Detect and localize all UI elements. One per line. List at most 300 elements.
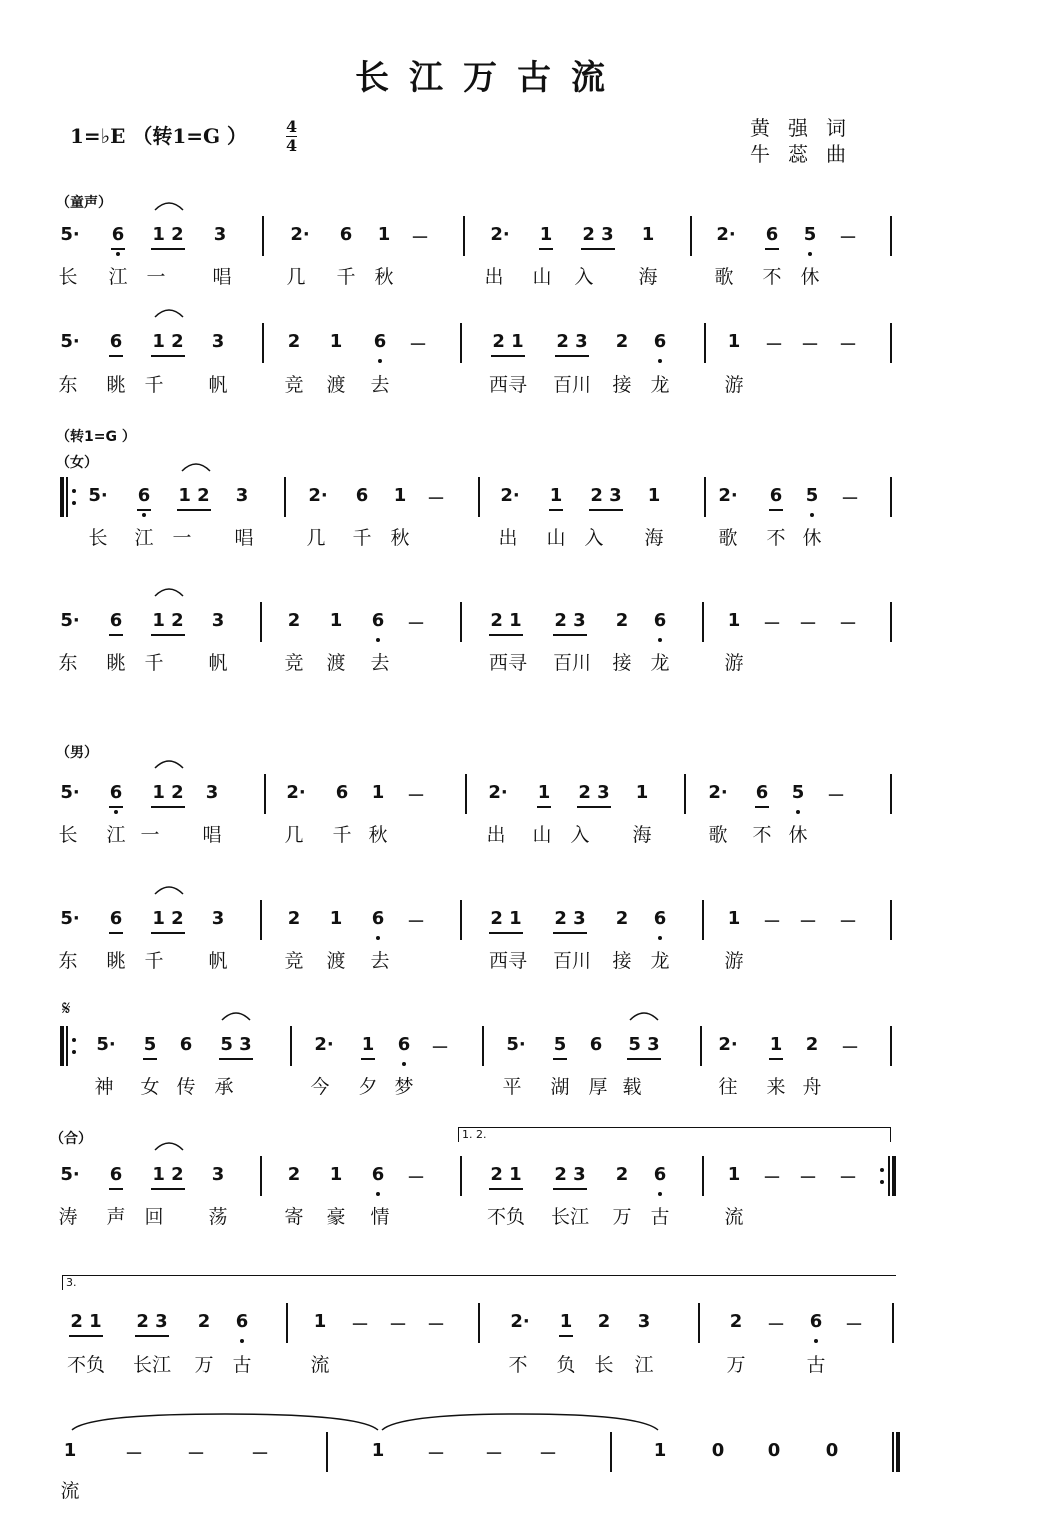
lyric-syllable: 接 <box>612 374 632 396</box>
jianpu-note: 5· <box>60 610 80 631</box>
jianpu-note: 6 <box>109 1164 123 1185</box>
jianpu-note: － <box>389 1315 407 1336</box>
jianpu-note: 5· <box>60 908 80 929</box>
jianpu-note: 2 <box>615 908 629 929</box>
volta-1-2: 1. 2. <box>458 1127 891 1142</box>
jianpu-note: 2· <box>290 224 310 245</box>
jianpu-note: － <box>799 1168 817 1189</box>
barline <box>465 774 467 814</box>
lyric-syllable: 龙 <box>650 950 670 972</box>
jianpu-note: － <box>427 489 445 510</box>
jianpu-note: － <box>763 614 781 635</box>
jianpu-note: 6 <box>335 782 349 803</box>
slur-mark <box>153 1138 193 1152</box>
jianpu-note: 5 <box>143 1034 157 1055</box>
low-octave-dot <box>808 252 812 256</box>
jianpu-note: 5· <box>88 485 108 506</box>
note-underline <box>143 1058 157 1060</box>
lyric-syllable: 龙 <box>650 374 670 396</box>
part-label-male: （男） <box>56 745 98 761</box>
jianpu-note: 1 <box>727 908 741 929</box>
slur-mark <box>628 1008 668 1022</box>
lyric-syllable: 涛 <box>58 1206 78 1228</box>
note-underline <box>491 355 525 357</box>
jianpu-note: 1 2 <box>152 331 184 352</box>
jianpu-note: 3 <box>637 1311 651 1332</box>
jianpu-note: 1 <box>769 1034 783 1055</box>
jianpu-note: － <box>839 912 857 933</box>
lyric-syllable: 一 <box>172 527 192 549</box>
jianpu-note: － <box>431 1038 449 1059</box>
segno-sign: 𝄋 <box>62 996 71 1020</box>
barline <box>262 216 264 256</box>
time-signature <box>286 118 297 155</box>
jianpu-note: 2 <box>615 1164 629 1185</box>
tie-mark <box>70 1412 380 1432</box>
lyric-syllable: 寄 <box>284 1206 304 1228</box>
barline <box>326 1432 328 1472</box>
low-octave-dot <box>658 936 662 940</box>
lyric-syllable: 入 <box>584 527 604 549</box>
jianpu-note: 6 <box>371 610 385 631</box>
barline <box>290 1026 292 1066</box>
lyric-syllable: 一 <box>140 824 160 846</box>
lyric-syllable: 古 <box>806 1354 826 1376</box>
jianpu-note: － <box>409 335 427 356</box>
final-barline <box>888 1156 890 1196</box>
lyric-syllable: 几 <box>284 824 304 846</box>
jianpu-note: 3 <box>211 610 225 631</box>
slur-mark <box>153 198 193 212</box>
lyric-syllable: 江 <box>134 527 154 549</box>
lyric-syllable: 承 <box>214 1076 234 1098</box>
jianpu-note: 1 <box>377 224 391 245</box>
jianpu-note: 3 <box>205 782 219 803</box>
lyric-syllable: 眺 <box>106 652 126 674</box>
lyric-syllable: 湖 <box>550 1076 570 1098</box>
jianpu-note: 6 <box>755 782 769 803</box>
final-barline <box>892 1303 894 1343</box>
lyric-syllable: 歌 <box>708 824 728 846</box>
lyric-syllable: 唱 <box>212 266 232 288</box>
jianpu-note: 2 1 <box>492 331 524 352</box>
jianpu-note: 1 <box>329 1164 343 1185</box>
jianpu-note: 6 <box>653 610 667 631</box>
jianpu-note: 6 <box>769 485 783 506</box>
lyric-syllable: 海 <box>644 527 664 549</box>
lyric-syllable: 百川 <box>552 374 591 396</box>
note-underline <box>769 1058 783 1060</box>
note-underline <box>559 1335 573 1337</box>
jianpu-note: 6 <box>339 224 353 245</box>
lyric-syllable: 古 <box>650 1206 670 1228</box>
jianpu-note: 6 <box>809 1311 823 1332</box>
jianpu-note: － <box>763 1168 781 1189</box>
jianpu-note: 1 2 <box>152 782 184 803</box>
lyric-syllable: 万 <box>726 1354 746 1376</box>
lyric-syllable: 去 <box>370 950 390 972</box>
jianpu-note: 2 3 <box>578 782 610 803</box>
low-octave-dot <box>378 359 382 363</box>
jianpu-note: 1 2 <box>152 1164 184 1185</box>
lyric-syllable: 帆 <box>208 652 228 674</box>
jianpu-note: － <box>427 1315 445 1336</box>
low-octave-dot <box>376 1192 380 1196</box>
note-underline <box>539 248 553 250</box>
song-title: 长江万古流 <box>355 58 625 98</box>
lyric-syllable: 万 <box>612 1206 632 1228</box>
lyric-syllable: 游 <box>724 374 744 396</box>
jianpu-note: 2 <box>729 1311 743 1332</box>
lyric-syllable: 帆 <box>208 950 228 972</box>
jianpu-note: 2· <box>716 224 736 245</box>
lyric-syllable: 东 <box>58 374 78 396</box>
lyric-syllable: 休 <box>802 527 822 549</box>
jianpu-note: 6 <box>371 1164 385 1185</box>
jianpu-note: 1 <box>371 782 385 803</box>
lyric-syllable: 山 <box>532 266 552 288</box>
final-barline <box>890 602 892 642</box>
jianpu-note: 1 <box>361 1034 375 1055</box>
lyric-syllable: 唱 <box>234 527 254 549</box>
lyric-syllable: 唱 <box>202 824 222 846</box>
jianpu-note: 5 <box>805 485 819 506</box>
barline <box>482 1026 484 1066</box>
start-repeat-barline <box>60 477 64 517</box>
lyric-syllable: 歌 <box>718 527 738 549</box>
note-underline <box>769 509 783 511</box>
jianpu-note: 6 <box>109 331 123 352</box>
lyric-syllable: 休 <box>800 266 820 288</box>
lyric-syllable: 休 <box>788 824 808 846</box>
low-octave-dot <box>658 1192 662 1196</box>
jianpu-note: 2· <box>500 485 520 506</box>
jianpu-note: 2 <box>615 610 629 631</box>
lyric-syllable: 渡 <box>326 652 346 674</box>
volta-3: 3. <box>62 1275 896 1290</box>
lyric-syllable: 出 <box>486 824 506 846</box>
jianpu-note: 1 <box>549 485 563 506</box>
note-underline <box>555 355 589 357</box>
jianpu-note: 2 <box>287 1164 301 1185</box>
jianpu-note: － <box>801 335 819 356</box>
note-underline <box>151 355 185 357</box>
jianpu-note: 2 <box>287 908 301 929</box>
note-underline <box>177 509 211 511</box>
jianpu-note: 2· <box>314 1034 334 1055</box>
lyric-syllable: 厚 <box>588 1076 608 1098</box>
time-top: 4 <box>286 117 298 136</box>
jianpu-note: － <box>251 1444 269 1465</box>
slur-mark <box>153 756 193 770</box>
jianpu-note: 6 <box>653 1164 667 1185</box>
lyric-syllable: 竞 <box>284 652 304 674</box>
repeat-dot <box>72 489 76 493</box>
jianpu-note: 2 3 <box>554 1164 586 1185</box>
jianpu-note: － <box>407 614 425 635</box>
lyric-syllable: 不负 <box>486 1206 525 1228</box>
final-barline <box>890 900 892 940</box>
jianpu-note: 1 2 <box>152 224 184 245</box>
repeat-dot <box>880 1180 884 1184</box>
lyric-syllable: 秋 <box>368 824 388 846</box>
jianpu-note: － <box>539 1444 557 1465</box>
jianpu-note: 1 <box>329 331 343 352</box>
note-underline <box>627 1058 661 1060</box>
lyric-syllable: 长 <box>58 824 78 846</box>
jianpu-note: 5 <box>803 224 817 245</box>
jianpu-note: － <box>411 228 429 249</box>
jianpu-note: 6 <box>653 908 667 929</box>
jianpu-note: 5· <box>60 224 80 245</box>
lyric-syllable: 神 <box>94 1076 114 1098</box>
jianpu-note: 2· <box>718 485 738 506</box>
jianpu-note: 1 <box>635 782 649 803</box>
lyric-syllable: 几 <box>286 266 306 288</box>
barline <box>702 602 704 642</box>
barline <box>610 1432 612 1472</box>
barline <box>698 1303 700 1343</box>
lyric-syllable: 古 <box>232 1354 252 1376</box>
final-barline <box>890 477 892 517</box>
lyric-syllable: 眺 <box>106 950 126 972</box>
jianpu-note: 5· <box>60 1164 80 1185</box>
jianpu-note: － <box>839 1168 857 1189</box>
barline <box>702 1156 704 1196</box>
lyric-syllable: 不 <box>766 527 786 549</box>
jianpu-note: 1 <box>559 1311 573 1332</box>
thick-end-barline <box>896 1432 900 1472</box>
jianpu-note: 1 <box>393 485 407 506</box>
jianpu-note: － <box>765 335 783 356</box>
barline <box>460 1156 462 1196</box>
jianpu-note: － <box>839 335 857 356</box>
lyric-syllable: 千 <box>144 652 164 674</box>
jianpu-note: 6 <box>179 1034 193 1055</box>
lyric-syllable: 不 <box>508 1354 528 1376</box>
lyric-syllable: 江 <box>106 824 126 846</box>
lyric-syllable: 江 <box>108 266 128 288</box>
jianpu-note: － <box>427 1444 445 1465</box>
repeat-dot <box>72 1050 76 1054</box>
barline <box>260 1156 262 1196</box>
jianpu-note: 5· <box>60 331 80 352</box>
lyric-syllable: 入 <box>574 266 594 288</box>
part-label-modulation: （转1=G ） <box>56 429 136 445</box>
jianpu-note: 1 <box>727 610 741 631</box>
jianpu-note: － <box>841 489 859 510</box>
jianpu-note: 2 <box>287 331 301 352</box>
jianpu-note: 1 <box>329 908 343 929</box>
low-octave-dot <box>658 638 662 642</box>
jianpu-note: 6 <box>109 908 123 929</box>
lyric-syllable: 长江 <box>132 1354 171 1376</box>
jianpu-note: － <box>845 1315 863 1336</box>
note-underline <box>361 1058 375 1060</box>
jianpu-note: 1 <box>641 224 655 245</box>
jianpu-note: 0 <box>825 1440 839 1461</box>
lyric-syllable: 传 <box>176 1076 196 1098</box>
jianpu-note: 2· <box>708 782 728 803</box>
note-underline <box>219 1058 253 1060</box>
lyric-syllable: 渡 <box>326 950 346 972</box>
jianpu-note: － <box>799 614 817 635</box>
lyric-syllable: 几 <box>306 527 326 549</box>
note-underline <box>765 248 779 250</box>
lyric-syllable: 往 <box>718 1076 738 1098</box>
jianpu-note: － <box>351 1315 369 1336</box>
barline <box>460 602 462 642</box>
lyric-syllable: 千 <box>352 527 372 549</box>
jianpu-note: 1 <box>329 610 343 631</box>
note-underline <box>69 1335 103 1337</box>
jianpu-note: － <box>799 912 817 933</box>
jianpu-note: 1 2 <box>178 485 210 506</box>
lyric-syllable: 千 <box>144 374 164 396</box>
note-underline <box>109 634 123 636</box>
jianpu-note: 2 1 <box>70 1311 102 1332</box>
jianpu-note: 1 2 <box>152 908 184 929</box>
lyric-syllable: 出 <box>484 266 504 288</box>
lyric-syllable: 山 <box>546 527 566 549</box>
jianpu-note: 1 <box>313 1311 327 1332</box>
lyric-syllable: 荡 <box>208 1206 228 1228</box>
lyric-syllable: 长 <box>88 527 108 549</box>
lyric-syllable: 海 <box>638 266 658 288</box>
note-underline <box>553 1058 567 1060</box>
barline <box>478 1303 480 1343</box>
barline <box>264 774 266 814</box>
jianpu-note: 2· <box>286 782 306 803</box>
jianpu-note: 3 <box>211 1164 225 1185</box>
jianpu-note: 5 3 <box>220 1034 252 1055</box>
lyric-syllable: 夕 <box>358 1076 378 1098</box>
jianpu-note: 0 <box>767 1440 781 1461</box>
lyric-syllable: 今 <box>310 1076 330 1098</box>
note-underline <box>581 248 615 250</box>
key-signature: 1=♭E （转1=G ） <box>70 124 248 148</box>
note-underline <box>109 806 123 808</box>
note-underline <box>151 932 185 934</box>
composer-credit: 牛蕊曲 <box>750 142 864 166</box>
jianpu-note: 3 <box>213 224 227 245</box>
final-barline <box>890 1026 892 1066</box>
slur-mark <box>180 459 220 473</box>
lyric-syllable: 眺 <box>106 374 126 396</box>
end-repeat-barline <box>892 1156 896 1196</box>
slur-mark <box>220 1008 260 1022</box>
low-octave-dot <box>114 810 118 814</box>
final-barline <box>890 323 892 363</box>
lyric-syllable: 游 <box>724 950 744 972</box>
jianpu-note: 6 <box>235 1311 249 1332</box>
jianpu-note: 6 <box>137 485 151 506</box>
lyric-syllable: 梦 <box>394 1076 414 1098</box>
lyric-syllable: 流 <box>310 1354 330 1376</box>
note-underline <box>151 248 185 250</box>
note-underline <box>109 355 123 357</box>
lyricist-credit: 黄强词 <box>750 116 864 140</box>
lyric-syllable: 不负 <box>66 1354 105 1376</box>
lyric-syllable: 舟 <box>802 1076 822 1098</box>
jianpu-note: 5· <box>96 1034 116 1055</box>
jianpu-note: 2 <box>805 1034 819 1055</box>
repeat-dot <box>72 1038 76 1042</box>
jianpu-note: － <box>187 1444 205 1465</box>
lyric-syllable: 不 <box>762 266 782 288</box>
lyric-syllable: 山 <box>532 824 552 846</box>
lyric-syllable: 东 <box>58 652 78 674</box>
jianpu-note: 2 1 <box>490 908 522 929</box>
jianpu-note: 6 <box>589 1034 603 1055</box>
lyric-syllable: 游 <box>724 652 744 674</box>
jianpu-note: 1 <box>371 1440 385 1461</box>
jianpu-note: 6 <box>371 908 385 929</box>
lyric-syllable: 入 <box>570 824 590 846</box>
repeat-dot <box>72 501 76 505</box>
jianpu-note: 3 <box>235 485 249 506</box>
jianpu-note: 2 3 <box>554 908 586 929</box>
jianpu-note: － <box>407 786 425 807</box>
low-octave-dot <box>810 513 814 517</box>
slur-mark <box>153 882 193 896</box>
low-octave-dot <box>240 1339 244 1343</box>
lyric-syllable: 声 <box>106 1206 126 1228</box>
lyric-syllable: 秋 <box>390 527 410 549</box>
lyric-syllable: 流 <box>724 1206 744 1228</box>
jianpu-note: － <box>839 228 857 249</box>
jianpu-note: 2 <box>615 331 629 352</box>
note-underline <box>589 509 623 511</box>
note-underline <box>151 806 185 808</box>
barline <box>460 900 462 940</box>
lyric-syllable: 竞 <box>284 950 304 972</box>
lyric-syllable: 接 <box>612 950 632 972</box>
slur-mark <box>153 584 193 598</box>
lyric-syllable: 豪 <box>326 1206 346 1228</box>
part-label-children: （童声） <box>56 195 112 211</box>
jianpu-note: 6 <box>653 331 667 352</box>
jianpu-note: 6 <box>109 610 123 631</box>
jianpu-note: 2· <box>718 1034 738 1055</box>
final-barline <box>890 774 892 814</box>
barline <box>260 900 262 940</box>
jianpu-note: 2 3 <box>556 331 588 352</box>
jianpu-note: 1 <box>727 331 741 352</box>
lyric-syllable: 不 <box>752 824 772 846</box>
jianpu-note: 6 <box>111 224 125 245</box>
jianpu-note: 6 <box>355 485 369 506</box>
jianpu-note: － <box>827 786 845 807</box>
barline <box>704 477 706 517</box>
lyric-syllable: 千 <box>332 824 352 846</box>
jianpu-note: － <box>763 912 781 933</box>
note-underline <box>137 509 151 511</box>
lyric-syllable: 海 <box>632 824 652 846</box>
lyric-syllable: 千 <box>336 266 356 288</box>
jianpu-note: － <box>125 1444 143 1465</box>
lyric-syllable: 载 <box>622 1076 642 1098</box>
note-underline <box>489 634 523 636</box>
note-underline <box>489 932 523 934</box>
barline <box>262 323 264 363</box>
jianpu-note: － <box>485 1444 503 1465</box>
start-repeat-thin <box>66 1026 68 1066</box>
lyric-syllable: 百川 <box>552 652 591 674</box>
lyric-syllable: 百川 <box>552 950 591 972</box>
lyric-syllable: 帆 <box>208 374 228 396</box>
low-octave-dot <box>142 513 146 517</box>
